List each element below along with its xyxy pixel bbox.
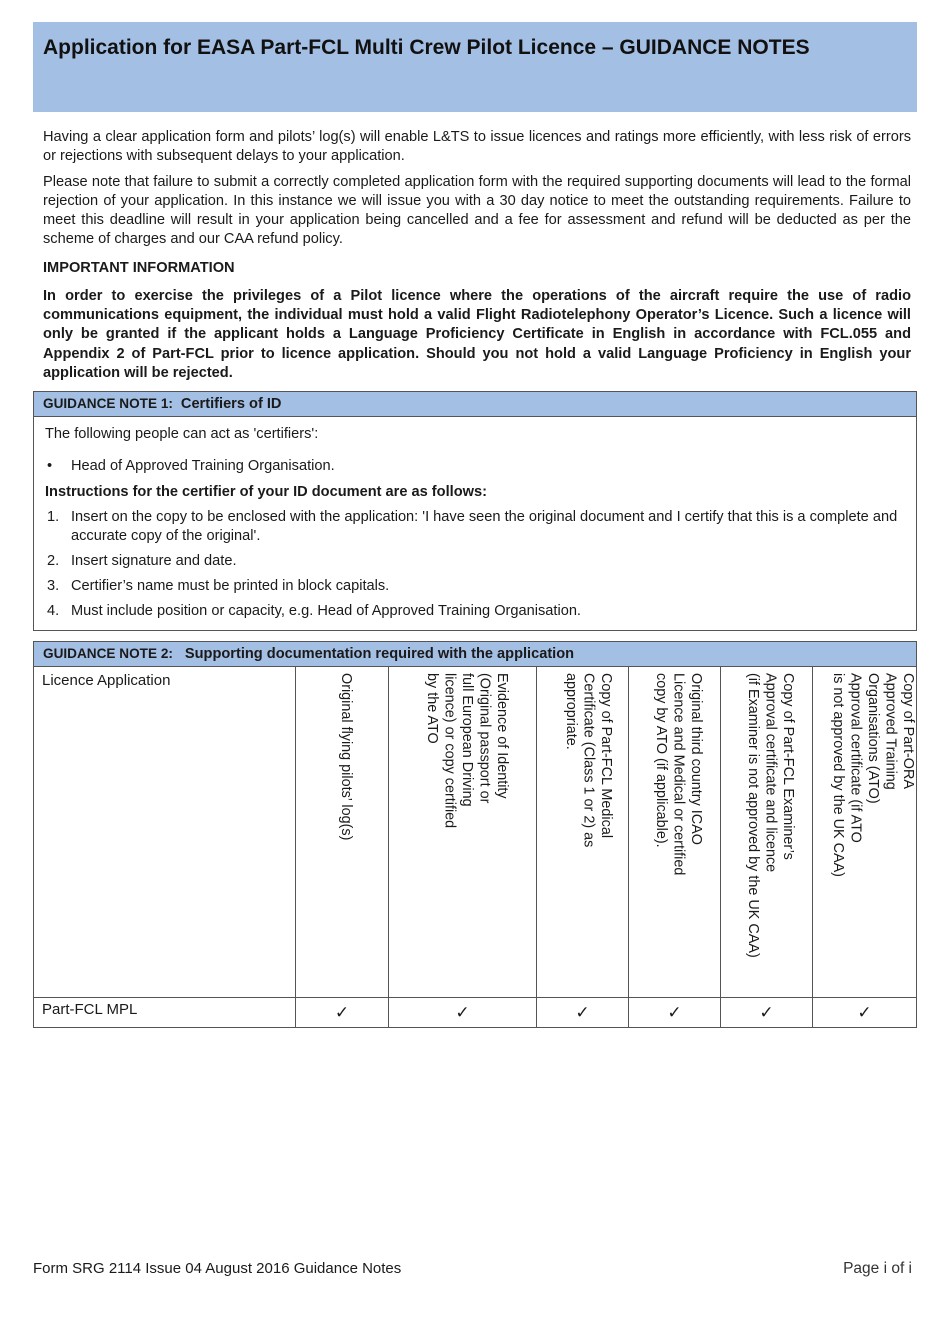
- list-item: [45, 457, 905, 476]
- guidance-note-1-header: [34, 392, 916, 417]
- certifier-bullet-text: Head of Approved Training Organisation.: [71, 458, 335, 474]
- column-header: [389, 667, 537, 998]
- intro-paragraph-1: Having a clear application form and pilots’ log(s) will enable L&TS to issue licences and ratings more efficiently, with less risk of errors or rejections with subsequent delays to your application.: [43, 129, 911, 164]
- check-icon: ✓: [537, 998, 629, 1027]
- column-header-text: Copy of Part-ORA Approved Training Organisations (ATO) Approval certificate (if ATO is not approved by the UK CAA): [830, 673, 916, 877]
- guidance-note-2-header: [34, 642, 916, 667]
- column-header-text: Copy of Part-FCL Examiner’s Approval certificate and licence (if Examiner is not approved by the UK CAA): [745, 673, 796, 958]
- column-header: [537, 667, 629, 998]
- documentation-table: [34, 667, 916, 1027]
- page-title: Application for EASA Part-FCL Multi Crew Pilot Licence – GUIDANCE NOTES: [43, 36, 810, 59]
- step-text: Insert on the copy to be enclosed with the application: 'I have seen the original document and I certify that this is a complete and accurate copy of the original'.: [71, 509, 898, 544]
- step-text: Must include position or capacity, e.g. Head of Approved Training Organisation.: [71, 603, 581, 619]
- form-reference: Form SRG 2114 Issue 04 August 2016 Guidance Notes: [33, 1260, 402, 1277]
- intro-paragraph-2: Please note that failure to submit a correctly completed application form with the required supporting documents will lead to the formal rejection of your application. In this instance we will issue you with a 30 day notice to meet the outstanding requirements. Failure to meet this deadline will result in your application being cancelled and a fee for assessment and refund will be deducted as per the scheme of charges and our CAA refund policy.: [43, 174, 911, 247]
- column-header: [296, 667, 389, 998]
- title-banner: [33, 22, 917, 112]
- guidance-note-1: [33, 391, 917, 631]
- list-item: [45, 552, 905, 571]
- step-number: 2.: [47, 553, 60, 569]
- step-number: 3.: [47, 578, 60, 594]
- list-item: [45, 602, 905, 621]
- list-item: [45, 508, 905, 546]
- guidance-note-2-label: GUIDANCE NOTE 2:: [43, 646, 173, 661]
- step-text: Certifier’s name must be printed in block capitals.: [71, 578, 390, 594]
- bullet-icon: •: [47, 458, 53, 474]
- guidance-note-2-title: Supporting documentation required with the application: [184, 646, 575, 662]
- guidance-note-1-title: Certifiers of ID: [180, 396, 282, 412]
- list-item: [45, 577, 905, 596]
- column-header-text: Original third country ICAO Licence and Medical or certified copy by ATO (if applicable).: [653, 673, 704, 876]
- table-row-header: Licence Application: [34, 667, 296, 998]
- page-number: Page i of i: [843, 1260, 912, 1277]
- important-text: In order to exercise the privileges of a Pilot licence where the operations of the aircraft require the use of radio communications equipment, the individual must hold a valid Flight Radiotelephony Operator’s Licence. Such a licence will only be granted if the applicant holds a Language Proficiency Certificate in English in accordance with FCL.055 and Appendix 2 of Part-FCL prior to licence application. Should you not hold a valid Language Proficiency in English your application will be rejected.: [43, 288, 911, 381]
- check-icon: ✓: [629, 998, 721, 1027]
- column-header-text: Evidence of Identity (Original passport or full European Driving licence) or copy certified by the ATO: [424, 673, 510, 829]
- step-text: Insert signature and date.: [71, 553, 237, 569]
- instructions-title: Instructions for the certifier of your ID document are as follows:: [45, 484, 487, 500]
- column-header-text: Copy of Part-FCL Medical Certificate (Class 1 or 2) as appropriate.: [563, 673, 614, 848]
- intro-section: [43, 128, 911, 390]
- column-header: [813, 667, 916, 998]
- guidance-note-1-label: GUIDANCE NOTE 1:: [43, 396, 173, 411]
- check-icon: ✓: [389, 998, 537, 1027]
- check-icon: ✓: [857, 1003, 872, 1022]
- column-header: [629, 667, 721, 998]
- guidance-note-2: [33, 641, 917, 1028]
- check-icon: ✓: [296, 998, 389, 1027]
- column-header: [721, 667, 813, 998]
- instructions-list: [45, 508, 905, 621]
- certifiers-lead: The following people can act as 'certifiers':: [45, 426, 319, 442]
- important-heading: IMPORTANT INFORMATION: [43, 260, 235, 276]
- check-icon: ✓: [721, 998, 813, 1027]
- column-header-text: Original flying pilots’ log(s): [338, 673, 354, 841]
- table-row-label: Part-FCL MPL: [34, 998, 296, 1027]
- step-number: 4.: [47, 603, 60, 619]
- step-number: 1.: [47, 509, 60, 525]
